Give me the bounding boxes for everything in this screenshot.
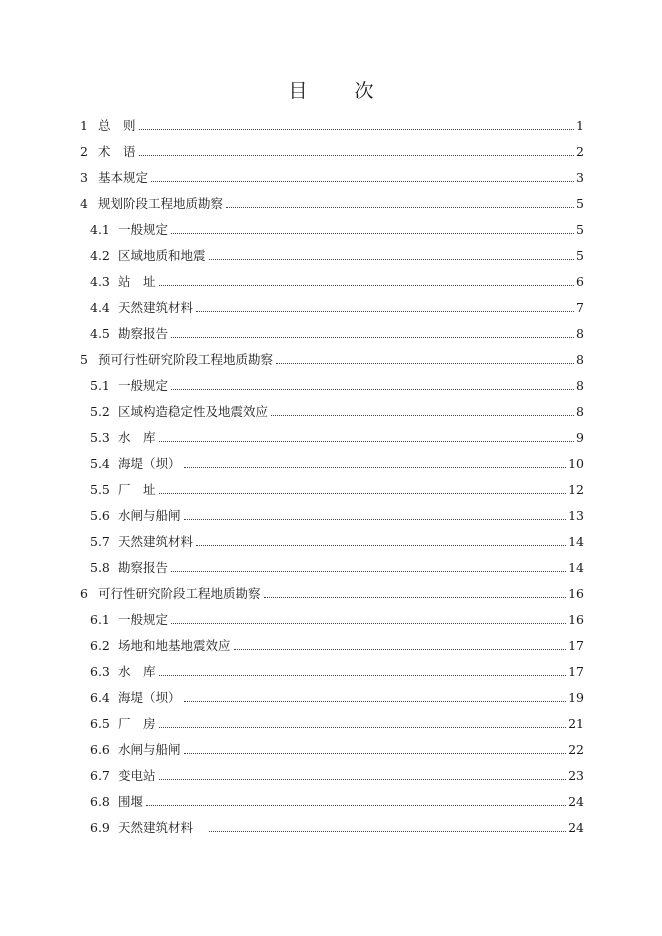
toc-entry-number: 4.3: [90, 273, 110, 289]
toc-entry-page-number: 3: [576, 169, 584, 185]
toc-entry-number: 6.3: [90, 663, 110, 679]
dot-leader: [209, 830, 567, 832]
toc-entry[interactable]: [80, 736, 584, 762]
toc-entry-label: 站 址: [118, 274, 156, 289]
toc-entry-number: 6.5: [90, 715, 110, 731]
table-of-contents: [80, 112, 584, 840]
dot-leader: [271, 414, 574, 416]
toc-entry-page-number: 17: [568, 637, 584, 653]
toc-entry-number: 6.1: [90, 611, 110, 627]
dot-leader: [139, 128, 575, 130]
dot-leader: [159, 440, 575, 442]
toc-entry-page-number: 9: [576, 429, 584, 445]
toc-entry[interactable]: [80, 762, 584, 788]
toc-entry-label: 区域地质和地震: [118, 248, 206, 263]
toc-entry[interactable]: [80, 424, 584, 450]
toc-entry-page-number: 6: [576, 273, 584, 289]
dot-leader: [171, 388, 574, 390]
toc-entry-label: 水闸与船闸: [118, 508, 181, 523]
toc-entry[interactable]: [80, 372, 584, 398]
toc-entry-label: 勘察报告: [118, 560, 169, 575]
toc-entry-label: 区域构造稳定性及地震效应: [118, 404, 269, 419]
toc-entry-page-number: 23: [568, 767, 584, 783]
toc-entry[interactable]: [80, 320, 584, 346]
toc-entry[interactable]: [80, 476, 584, 502]
toc-entry-number: 1: [80, 117, 88, 133]
toc-entry-number: 6.9: [90, 819, 110, 835]
toc-entry-page-number: 21: [568, 715, 584, 731]
toc-entry-page-number: 2: [576, 143, 584, 159]
toc-entry-number: 5.8: [90, 559, 110, 575]
toc-entry-label: 基本规定: [98, 170, 149, 185]
toc-entry-page-number: 7: [576, 299, 584, 315]
toc-entry-page-number: 5: [576, 221, 584, 237]
toc-entry-number: 4.1: [90, 221, 110, 237]
toc-entry[interactable]: [80, 268, 584, 294]
dot-leader: [159, 492, 567, 494]
dot-leader: [151, 180, 574, 182]
dot-leader: [159, 778, 567, 780]
toc-entry-number: 6.6: [90, 741, 110, 757]
toc-entry[interactable]: [80, 346, 584, 372]
toc-entry-page-number: 10: [568, 455, 584, 471]
toc-entry-page-number: 22: [568, 741, 584, 757]
toc-entry-label: 总 则: [98, 118, 136, 133]
dot-leader: [146, 804, 566, 806]
toc-entry-number: 4.5: [90, 325, 110, 341]
toc-entry[interactable]: [80, 138, 584, 164]
dot-leader: [184, 752, 567, 754]
toc-entry-page-number: 17: [568, 663, 584, 679]
toc-entry-label: 一般规定: [118, 222, 169, 237]
toc-entry-number: 4.2: [90, 247, 110, 263]
dot-leader: [159, 674, 567, 676]
dot-leader: [226, 206, 574, 208]
dot-leader: [209, 258, 575, 260]
dot-leader: [276, 362, 574, 364]
toc-entry[interactable]: [80, 502, 584, 528]
toc-entry-number: 6.7: [90, 767, 110, 783]
dot-leader: [171, 232, 574, 234]
toc-entry-number: 3: [80, 169, 88, 185]
toc-entry-number: 5.3: [90, 429, 110, 445]
toc-entry-label: 水闸与船闸: [118, 742, 181, 757]
toc-entry[interactable]: [80, 788, 584, 814]
toc-entry-page-number: 8: [576, 325, 584, 341]
toc-entry-number: 5.2: [90, 403, 110, 419]
toc-entry-label: 厂 址: [118, 482, 156, 497]
dot-leader: [139, 154, 575, 156]
dot-leader: [234, 648, 567, 650]
toc-entry-page-number: 16: [568, 611, 584, 627]
toc-entry[interactable]: [80, 242, 584, 268]
dot-leader: [159, 726, 567, 728]
toc-entry-page-number: 5: [576, 247, 584, 263]
toc-entry-number: 6.2: [90, 637, 110, 653]
toc-entry-page-number: 24: [568, 819, 584, 835]
toc-entry[interactable]: [80, 580, 584, 606]
dot-leader: [159, 284, 575, 286]
toc-entry-label: 天然建筑材料: [118, 300, 194, 315]
toc-entry-page-number: 12: [568, 481, 584, 497]
toc-entry-number: 4: [80, 195, 88, 211]
toc-entry[interactable]: [80, 190, 584, 216]
toc-entry-number: 5.7: [90, 533, 110, 549]
toc-entry-page-number: 14: [568, 559, 584, 575]
dot-leader: [171, 570, 566, 572]
toc-entry-label: 术 语: [98, 144, 136, 159]
dot-leader: [184, 518, 567, 520]
toc-entry-number: 5.4: [90, 455, 110, 471]
toc-entry[interactable]: [80, 684, 584, 710]
dot-leader: [184, 466, 567, 468]
toc-entry[interactable]: [80, 112, 584, 138]
toc-entry[interactable]: [80, 450, 584, 476]
toc-entry-label: 围堰: [118, 794, 144, 809]
toc-entry-label: 水 库: [118, 430, 156, 445]
toc-entry[interactable]: [80, 554, 584, 580]
toc-entry[interactable]: [80, 658, 584, 684]
toc-entry[interactable]: [80, 632, 584, 658]
toc-entry-page-number: 19: [568, 689, 584, 705]
toc-entry-number: 5.6: [90, 507, 110, 523]
toc-entry-label: 水 库: [118, 664, 156, 679]
toc-entry[interactable]: [80, 710, 584, 736]
dot-leader: [171, 336, 574, 338]
dot-leader: [171, 622, 566, 624]
toc-entry[interactable]: [80, 294, 584, 320]
dot-leader: [196, 544, 566, 546]
toc-entry-page-number: 13: [568, 507, 584, 523]
toc-entry-page-number: 8: [576, 377, 584, 393]
toc-entry[interactable]: [80, 398, 584, 424]
toc-entry-label: 海堤（坝）: [118, 690, 181, 705]
toc-entry-label: 可行性研究阶段工程地质勘察: [98, 586, 261, 601]
toc-title: 目 次: [288, 80, 388, 102]
toc-entry-page-number: 5: [576, 195, 584, 211]
toc-entry-label: 厂 房: [118, 716, 156, 731]
toc-entry-page-number: 24: [568, 793, 584, 809]
toc-entry-page-number: 8: [576, 351, 584, 367]
toc-entry-label: 海堤（坝）: [118, 456, 181, 471]
toc-entry-label: 一般规定: [118, 612, 169, 627]
dot-leader: [184, 700, 567, 702]
toc-entry[interactable]: [80, 164, 584, 190]
toc-entry-number: 5.5: [90, 481, 110, 497]
toc-entry[interactable]: [80, 606, 584, 632]
toc-entry-number: 5: [80, 351, 88, 367]
toc-entry-label: 变电站: [118, 768, 156, 783]
toc-entry-page-number: 16: [568, 585, 584, 601]
toc-entry-page-number: 8: [576, 403, 584, 419]
toc-entry-number: 6.4: [90, 689, 110, 705]
toc-entry-label: 规划阶段工程地质勘察: [98, 196, 224, 211]
dot-leader: [264, 596, 567, 598]
toc-entry[interactable]: [80, 814, 584, 840]
toc-entry-label: 天然建筑材料: [118, 820, 206, 835]
toc-entry[interactable]: [80, 216, 584, 242]
toc-entry-label: 场地和地基地震效应: [118, 638, 231, 653]
toc-entry-label: 天然建筑材料: [118, 534, 194, 549]
toc-entry-number: 4.4: [90, 299, 110, 315]
dot-leader: [196, 310, 574, 312]
toc-entry-label: 预可行性研究阶段工程地质勘察: [98, 352, 274, 367]
toc-entry-page-number: 14: [568, 533, 584, 549]
toc-entry[interactable]: [80, 528, 584, 554]
toc-entry-label: 一般规定: [118, 378, 169, 393]
toc-entry-page-number: 1: [576, 117, 584, 133]
toc-entry-label: 勘察报告: [118, 326, 169, 341]
toc-entry-number: 6: [80, 585, 88, 601]
toc-entry-number: 5.1: [90, 377, 110, 393]
toc-entry-number: 2: [80, 143, 88, 159]
toc-entry-number: 6.8: [90, 793, 110, 809]
